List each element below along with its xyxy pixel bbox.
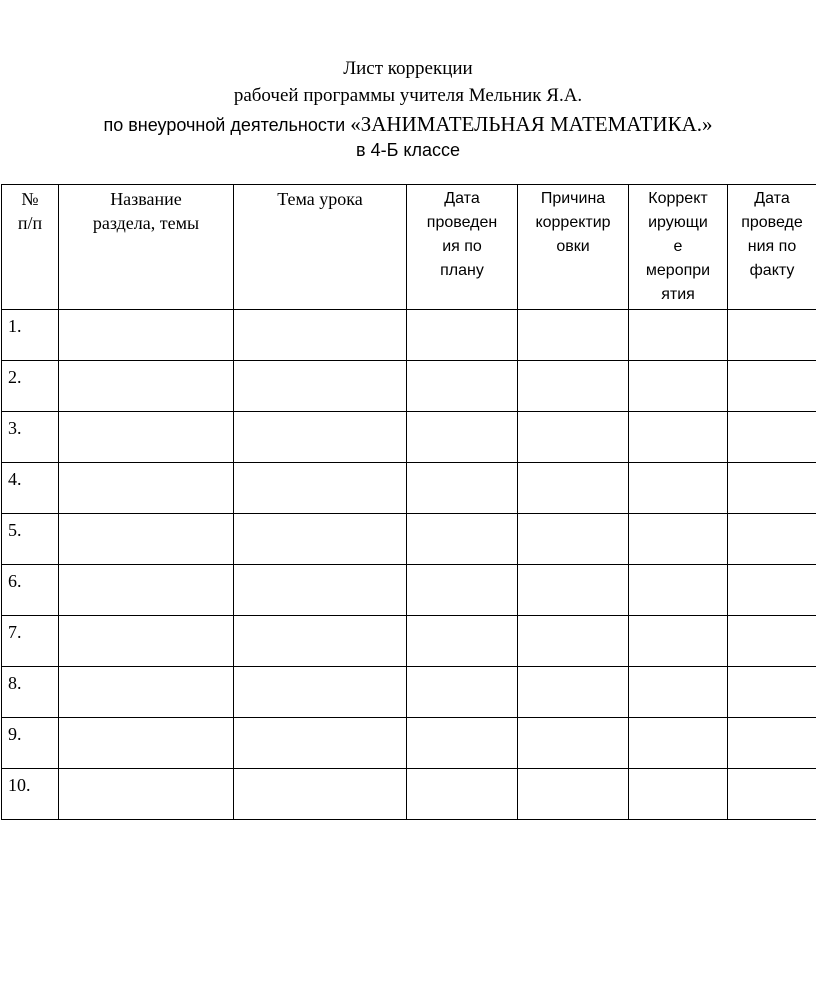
- cell-reason[interactable]: [518, 412, 629, 463]
- table-body: [2, 310, 816, 820]
- cell-number: 5.: [2, 514, 59, 565]
- cell-topic[interactable]: [234, 412, 407, 463]
- cell-actual-date[interactable]: [728, 565, 816, 616]
- cell-actual-date[interactable]: [728, 310, 816, 361]
- cell-reason[interactable]: [518, 361, 629, 412]
- cell-measures[interactable]: [629, 463, 728, 514]
- cell-number: 4.: [2, 463, 59, 514]
- cell-topic[interactable]: [234, 463, 407, 514]
- cell-reason[interactable]: [518, 310, 629, 361]
- cell-section[interactable]: [59, 616, 234, 667]
- cell-planned-date[interactable]: [407, 310, 518, 361]
- cell-topic[interactable]: [234, 514, 407, 565]
- activity-prefix: по внеурочной деятельности: [103, 115, 351, 135]
- cell-actual-date[interactable]: [728, 769, 816, 820]
- cell-actual-date[interactable]: [728, 718, 816, 769]
- table-row: [2, 769, 816, 820]
- table-row: [2, 514, 816, 565]
- course-title: «ЗАНИМАТЕЛЬНАЯ МАТЕМАТИКА.»: [350, 112, 713, 136]
- table-row: [2, 667, 816, 718]
- cell-section[interactable]: [59, 514, 234, 565]
- column-header-topic: Тема урока: [234, 185, 407, 310]
- cell-number: 7.: [2, 616, 59, 667]
- cell-reason[interactable]: [518, 769, 629, 820]
- cell-actual-date[interactable]: [728, 361, 816, 412]
- cell-number: 9.: [2, 718, 59, 769]
- cell-topic[interactable]: [234, 361, 407, 412]
- cell-section[interactable]: [59, 667, 234, 718]
- cell-section[interactable]: [59, 412, 234, 463]
- cell-actual-date[interactable]: [728, 412, 816, 463]
- cell-planned-date[interactable]: [407, 616, 518, 667]
- doc-class-label: в 4-Б классе: [356, 140, 460, 160]
- cell-section[interactable]: [59, 718, 234, 769]
- cell-section[interactable]: [59, 361, 234, 412]
- cell-topic[interactable]: [234, 769, 407, 820]
- cell-topic[interactable]: [234, 565, 407, 616]
- column-header-number: № п/п: [2, 185, 59, 310]
- cell-actual-date[interactable]: [728, 514, 816, 565]
- cell-planned-date[interactable]: [407, 667, 518, 718]
- cell-planned-date[interactable]: [407, 514, 518, 565]
- cell-planned-date[interactable]: [407, 769, 518, 820]
- cell-planned-date[interactable]: [407, 463, 518, 514]
- column-header-measures: Коррект ирующи е меропри ятия: [629, 185, 728, 310]
- cell-reason[interactable]: [518, 616, 629, 667]
- doc-title: Лист коррекции: [343, 58, 473, 79]
- doc-subtitle-activity: [0, 112, 816, 137]
- cell-number: 1.: [2, 310, 59, 361]
- header-row: [2, 185, 816, 310]
- table-row: [2, 412, 816, 463]
- cell-planned-date[interactable]: [407, 565, 518, 616]
- cell-actual-date[interactable]: [728, 616, 816, 667]
- cell-measures[interactable]: [629, 412, 728, 463]
- column-header-section: Название раздела, темы: [59, 185, 234, 310]
- cell-measures[interactable]: [629, 310, 728, 361]
- column-header-actual-date: Дата проведе ния по факту: [728, 185, 816, 310]
- doc-subtitle-teacher: рабочей программы учителя Мельник Я.А.: [233, 85, 583, 106]
- cell-section[interactable]: [59, 769, 234, 820]
- table-row: [2, 565, 816, 616]
- cell-topic[interactable]: [234, 310, 407, 361]
- table-row: [2, 310, 816, 361]
- table-row: [2, 361, 816, 412]
- table-row: [2, 616, 816, 667]
- cell-reason[interactable]: [518, 667, 629, 718]
- cell-section[interactable]: [59, 310, 234, 361]
- column-header-planned-date: Дата проведен ия по плану: [407, 185, 518, 310]
- cell-measures[interactable]: [629, 565, 728, 616]
- cell-reason[interactable]: [518, 514, 629, 565]
- cell-number: 3.: [2, 412, 59, 463]
- cell-planned-date[interactable]: [407, 412, 518, 463]
- cell-section[interactable]: [59, 565, 234, 616]
- cell-section[interactable]: [59, 463, 234, 514]
- table-row: [2, 463, 816, 514]
- cell-measures[interactable]: [629, 769, 728, 820]
- cell-reason[interactable]: [518, 463, 629, 514]
- cell-measures[interactable]: [629, 718, 728, 769]
- cell-topic[interactable]: [234, 667, 407, 718]
- cell-planned-date[interactable]: [407, 361, 518, 412]
- column-header-reason: Причина корректир овки: [518, 185, 629, 310]
- cell-measures[interactable]: [629, 361, 728, 412]
- cell-reason[interactable]: [518, 718, 629, 769]
- cell-reason[interactable]: [518, 565, 629, 616]
- cell-number: 6.: [2, 565, 59, 616]
- cell-number: 8.: [2, 667, 59, 718]
- cell-planned-date[interactable]: [407, 718, 518, 769]
- cell-number: 10.: [2, 769, 59, 820]
- cell-measures[interactable]: [629, 616, 728, 667]
- cell-actual-date[interactable]: [728, 463, 816, 514]
- cell-number: 2.: [2, 361, 59, 412]
- correction-table: [1, 184, 816, 820]
- cell-topic[interactable]: [234, 616, 407, 667]
- table-row: [2, 718, 816, 769]
- cell-measures[interactable]: [629, 514, 728, 565]
- cell-topic[interactable]: [234, 718, 407, 769]
- cell-actual-date[interactable]: [728, 667, 816, 718]
- cell-measures[interactable]: [629, 667, 728, 718]
